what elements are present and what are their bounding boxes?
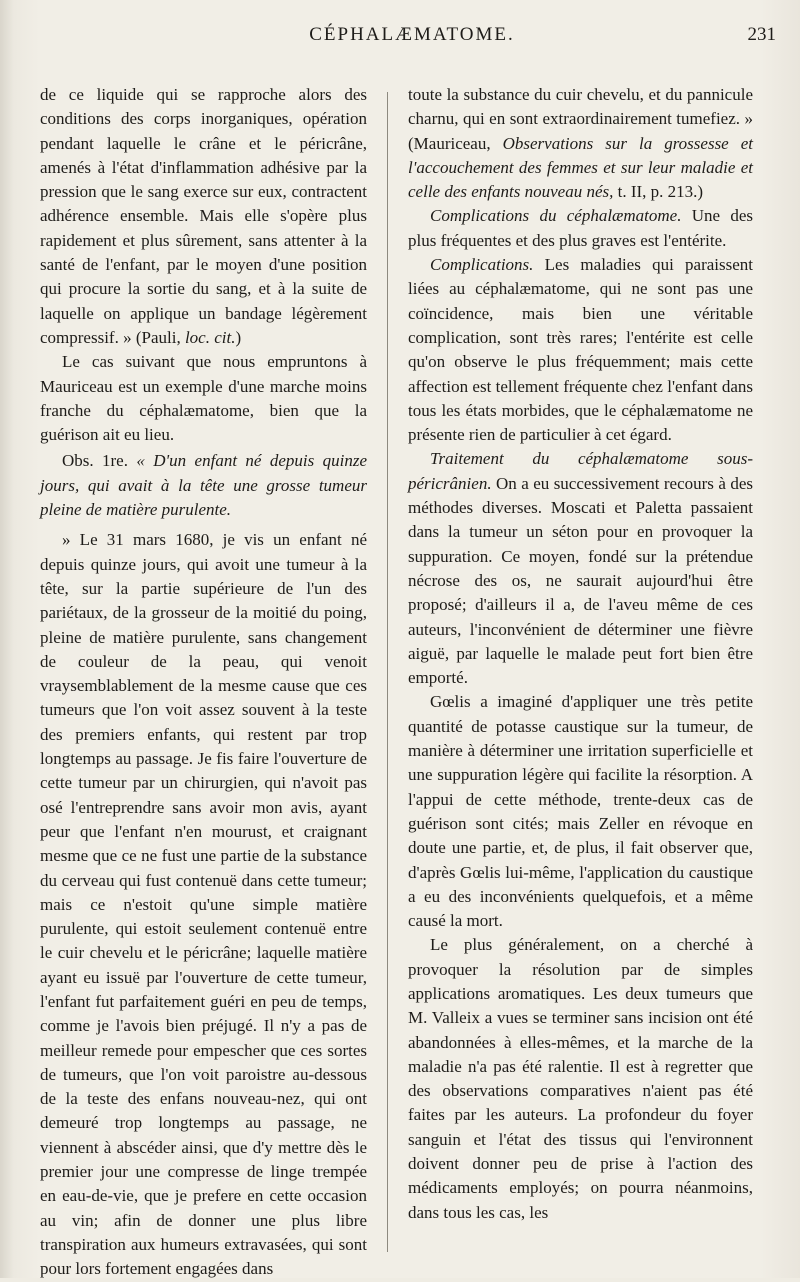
section-title: Complications du céphalæmatome.	[430, 206, 682, 226]
paragraph	[408, 204, 753, 253]
paragraph-text: )	[235, 327, 242, 347]
paragraph	[408, 447, 753, 690]
column-divider	[387, 92, 388, 1252]
paragraph	[408, 83, 753, 204]
observation-heading	[40, 449, 367, 522]
paragraph: Gœlis a imaginé d'appliquer une très petite quantité de potasse caustique sur la tumeur, de manière à déterminer une irritation superficielle et une suppuration légère qui facilite la résorption. A l'appui de cette méthode, trente-deux cas de guérison sont cités; mais Zeller en révoque en doute une partie, et, de plus, il fait observer que, d'après Gœlis lui-même, l'application du caustique a eu des inconvénients quelquefois, et a même causé la mort.	[408, 692, 753, 931]
section-title: Traitement du céphalæmatome sous-péricrânien.	[408, 449, 753, 493]
paragraph-text: toute la substance du cuir chevelu, et du pannicule charnu, qui en sont extraordinairement tumefiez. » (Mauriceau,	[408, 85, 753, 153]
paragraph-text: Une des plus fréquentes et des plus graves est l'entérite.	[408, 206, 753, 250]
paragraph	[408, 253, 753, 447]
paragraph: » Le 31 mars 1680, je vis un enfant né depuis quinze jours, qui avoit une tumeur à la tête, sur la partie supérieure de l'un des pariétaux, de la grosseur de la moitié du poing, pleine de matière purulente, sans changement de couleur de la peau, qui venoit vraysemblablement de la mesme cause que ces tumeurs que l'on voit assez souvent à la teste des premiers enfants, qui restent par trop longtemps au passage. Je fis faire l'ouverture de cette tumeur par un chirurgien, qui n'avoit pas osé l'entreprendre sans avoir mon avis, ayant peur que l'enfant n'en mourust, et craignant mesme que ce ne fust une partie de la substance du cerveau qui fust contenuë dans cette tumeur; mais ce n'estoit qu'une simple matière purulente, qui estoit seulement contenuë entre le cuir chevelu et le péricrâne; laquelle matière ayant eu issuë par l'ouverture de cette tumeur, l'enfant fut parfaitement guéri en peu de temps, comme je l'avois bien préjugé. Il n'y a pas de meilleur remede pour empescher que ces sortes de tumeurs, que l'on voit paroistre au-dessous de la teste des enfans nouveau-nez, qui ont demeuré trop longtemps au passage, ne viennent à abscéder ainsi, que d'y mettre dès le premier jour une compresse de linge trempée en eau-de-vie, que je prefere en cette occasion au vin; afin de donner une plus libre transpiration aux humeurs extravasées, qui sont pour lors fortement engagées dans	[40, 530, 367, 1279]
section-title: Complications.	[430, 255, 534, 275]
right-column	[408, 83, 753, 1225]
paragraph-text: de ce liquide qui se rapproche alors des conditions des corps inorganiques, opération pendant laquelle le crâne et le péricrâne, amenés à l'état d'inflammation adhésive par la pression que le sang exerce sur eux, contractent adhérence ensemble. Mais elle s'opère plus rapidement et plus sûrement, sans attenter à la santé de l'enfant, par le moyen d'une position qui procure la sortie du sang, et à la suite de laquelle on applique un bandage légèrement compressif. » (Pauli,	[40, 85, 367, 347]
citation: loc. cit.	[184, 327, 236, 347]
paragraph: Le plus généralement, on a cherché à provoquer la résolution par de simples applications aromatiques. Les deux tumeurs que M. Valleix a vues se terminer sans incision ont été abandonnées à elles-mêmes, et la marche de la maladie n'a pas été ralentie. Il est à regretter que des observations comparatives n'aient pas été faites par les auteurs. La profondeur du foyer sanguin et l'état des tissus qui l'environnent doivent donner peu de prise à l'action des médicaments employés; on pourra néanmoins, dans tous les cas, les	[408, 935, 753, 1222]
paragraph-text: Les maladies qui paraissent liées au céphalæmatome, qui ne sont pas une coïncidence, mais bien une véritable complication, sont très rares; l'entérite est celle qu'on observe le plus fréquemment; mais cette affection est tellement fréquente chez l'enfant dans tous les états morbides, que le céphalæmatome ne présente rien de particulier à cet égard.	[408, 255, 753, 445]
page-number: 231	[747, 24, 776, 45]
citation: Observations sur la grossesse et l'accouchement des femmes et sur leur maladie et celle des enfants nouveau nés,	[408, 133, 753, 202]
paragraph: Le cas suivant que nous empruntons à Mauriceau est un exemple d'une marche moins franche du céphalæmatome, bien que la guérison ait eu lieu.	[40, 352, 367, 445]
left-column	[40, 83, 367, 1282]
observation-label: Obs. 1re.	[62, 451, 128, 471]
page-header	[40, 24, 784, 64]
paragraph-text: t. II, p. 213.)	[613, 182, 704, 202]
paragraph	[40, 83, 367, 350]
paragraph-text: On a eu successivement recours à des méthodes diverses. Moscati et Paletta passaient dans la tumeur un séton pour en provoquer la suppuration. Ce moyen, fondé sur la prétendue nécrose des os, ne saurait aujourd'hui être proposé; d'ailleurs il a, de l'aveu même de ces auteurs, l'inconvénient de déterminer une fièvre aiguë, par laquelle le malade peut fort bien être emporté.	[408, 473, 753, 688]
observation-title: « D'un enfant né depuis quinze jours, qui avait à la tête une grosse tumeur pleine de matière purulente.	[40, 451, 368, 520]
running-title: CÉPHALÆMATOME.	[309, 24, 515, 45]
